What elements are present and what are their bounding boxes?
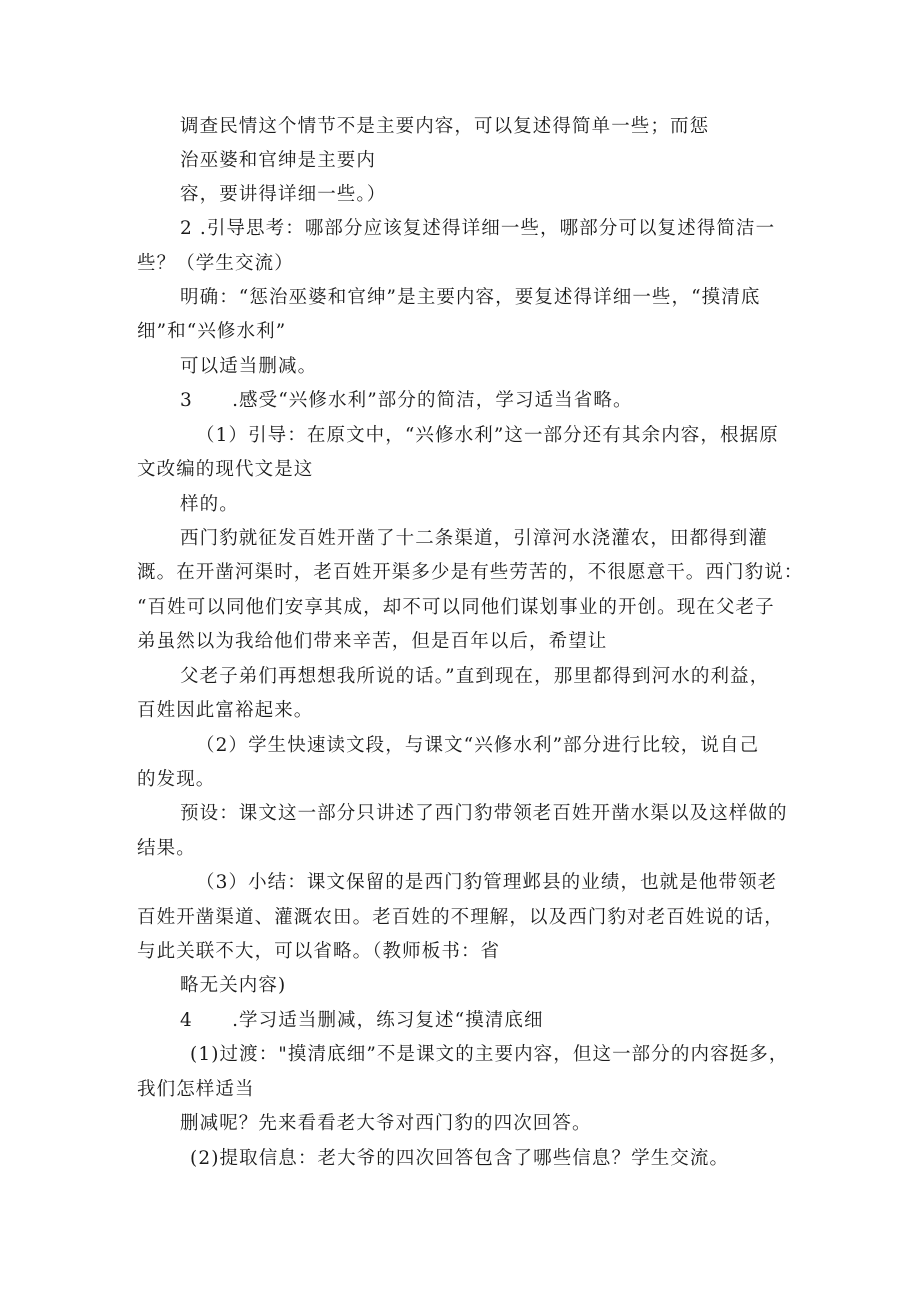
text-line: 细”和“兴修水利” xyxy=(137,321,287,342)
text-line: 预设：课文这一部分只讲述了西门豹带领老百姓开凿水渠以及这样做的 xyxy=(180,803,788,824)
text-line: 容，要讲得详细一些。） xyxy=(180,184,387,205)
text-line: 与此关联不大，可以省略。（教师板书：省 xyxy=(137,941,501,962)
text-line: (2)提取信息：老大爷的四次回答包含了哪些信息？学生交流。 xyxy=(190,1148,730,1169)
text-line: 调查民情这个情节不是主要内容，可以复述得简单一些；而惩 xyxy=(180,116,710,137)
text-line: 可以适当删减。 xyxy=(180,356,318,377)
section-heading-4: 4 .学习适当删减，练习复述“摸清底细 xyxy=(180,1010,544,1031)
text-line: 样的。 xyxy=(180,494,239,515)
text-line: 文改编的现代文是这 xyxy=(137,459,314,480)
text-line: 百姓开凿渠道、灌溉农田。老百姓的不理解，以及西门豹对老百姓说的话， xyxy=(137,907,784,928)
text-line: (1)过渡："摸清底细”不是课文的主要内容，但这一部分的内容挺多， xyxy=(190,1044,789,1065)
quoted-passage-line: “百姓可以同他们安享其成，却不可以同他们谋划事业的开创。现在父老子 xyxy=(137,597,775,618)
text-line: 的发现。 xyxy=(137,769,216,790)
quoted-passage-line: 西门豹就征发百姓开凿了十二条渠道，引漳河水浇灌农，田都得到灌 xyxy=(180,528,769,549)
section-heading-2: 2 .引导思考：哪部分应该复述得详细一些，哪部分可以复述得简洁一 xyxy=(180,218,776,239)
text-line: 结果。 xyxy=(137,838,196,859)
text-line: 略无关内容) xyxy=(180,975,287,996)
text-line: 明确：“惩治巫婆和官绅”是主要内容，要复述得详细一些，“摸清底 xyxy=(180,287,761,308)
quoted-passage-line: 父老子弟们再想想我所说的话。”直到现在，那里都得到河水的利益， xyxy=(180,666,770,687)
text-line: （1）引导：在原文中，“兴修水利”这一部分还有其余内容，根据原 xyxy=(196,425,779,446)
quoted-passage-line: 弟虽然以为我给他们带来辛苦，但是百年以后，希望让 xyxy=(137,631,608,652)
quoted-passage-line: 百姓因此富裕起来。 xyxy=(137,700,314,721)
text-line: 些？（学生交流） xyxy=(137,253,294,274)
quoted-passage-line: 溉。在开凿河渠时，老百姓开渠多少是有些劳苦的，不很愿意干。西门豹说： xyxy=(137,562,804,583)
text-line: 删减呢？先来看看老大爷对西门豹的四次回答。 xyxy=(180,1113,592,1134)
text-line: （3）小结：课文保留的是西门豹管理邺县的业绩，也就是他带领老 xyxy=(196,872,778,893)
text-line: 我们怎样适当 xyxy=(137,1079,255,1100)
section-heading-3: 3 .感受“兴修水利”部分的简洁，学习适当省略。 xyxy=(180,390,633,411)
text-line: 治巫婆和官绅是主要内 xyxy=(180,150,377,171)
text-line: （2）学生快速读文段，与课文“兴修水利”部分进行比较，说自己 xyxy=(196,735,760,756)
